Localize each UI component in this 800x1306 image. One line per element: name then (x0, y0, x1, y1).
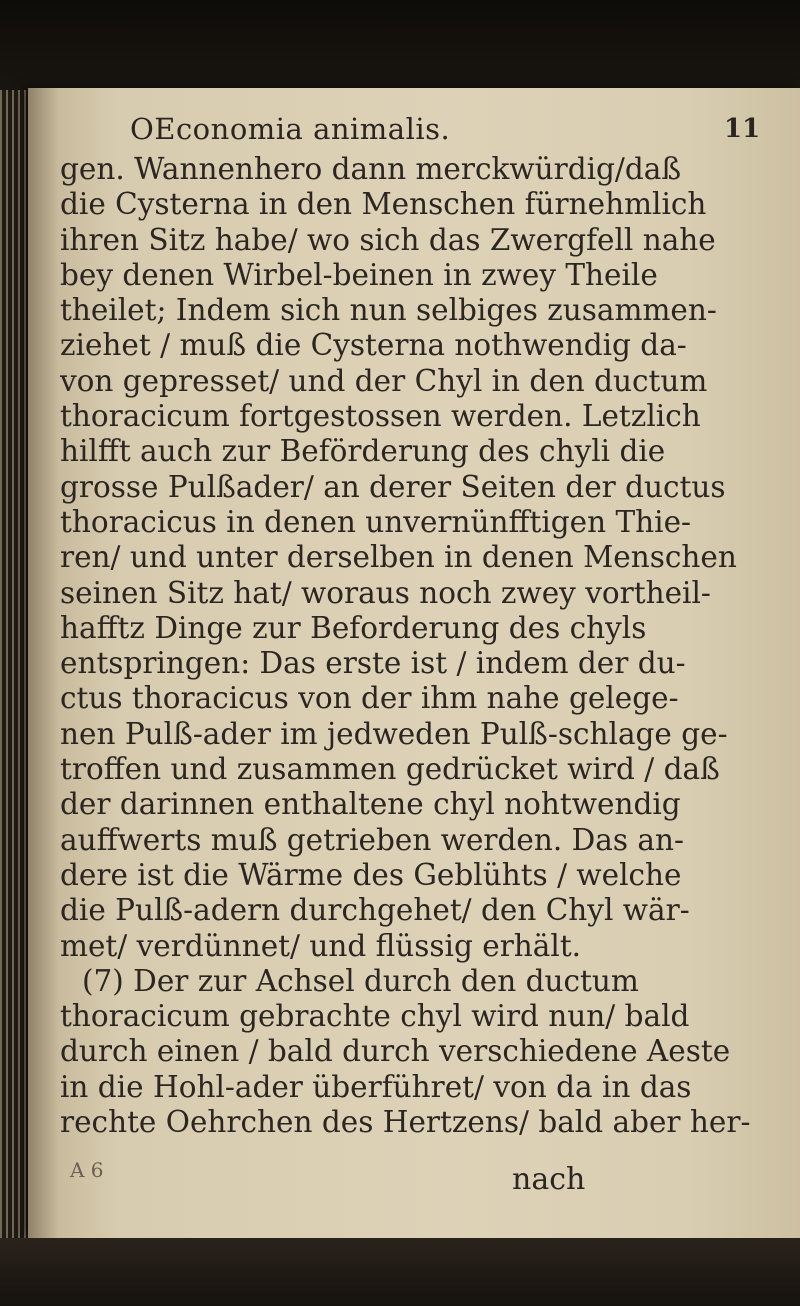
text-line: (7) Der zur Achsel durch den ductum (82, 963, 639, 998)
text-line: der darinnen enthaltene chyl nohtwendig (60, 787, 681, 822)
top-shadow (0, 0, 800, 100)
page-number: 11 (724, 114, 761, 144)
text-line: rechte Oehrchen des Hertzens/ bald aber her- (60, 1105, 751, 1140)
text-line: von gepresset/ und der Chyl in den ductum (60, 363, 708, 398)
body-text (60, 152, 760, 1140)
text-line: die Pulß-adern durchgehet/ den Chyl wär- (60, 893, 690, 928)
text-line: entspringen: Das erste ist / indem der du- (60, 646, 686, 681)
text-line: thoracicum gebrachte chyl wird nun/ bald (60, 999, 690, 1034)
text-line: hilfft auch zur Beförderung des chyli die (60, 434, 666, 469)
text-line: hafftz Dinge zur Beforderung des chyls (60, 610, 647, 645)
text-line: in die Hohl-ader überführet/ von da in das (60, 1069, 692, 1104)
text-line: dere ist die Wärme des Geblühts / welche (60, 857, 682, 892)
text-line: ren/ und unter derselben in denen Menschen (60, 540, 737, 575)
text-line: thoracicus in denen unvernünfftigen Thie- (60, 504, 692, 539)
text-line: ihren Sitz habe/ wo sich das Zwergfell nahe (60, 222, 716, 257)
text-line: met/ verdünnet/ und flüssig erhält. (60, 928, 582, 963)
page-footer (60, 1158, 760, 1198)
text-line: troffen und zusammen gedrücket wird / daß (60, 752, 720, 787)
running-title: OEconomia animalis. (130, 112, 451, 146)
text-line: auffwerts muß getrieben werden. Das an- (60, 822, 684, 857)
catchword: nach (512, 1162, 586, 1197)
text-line: bey denen Wirbel-beinen in zwey Theile (60, 257, 658, 292)
text-line: grosse Pulßader/ an derer Seiten der ductus (60, 469, 726, 504)
text-line: ctus thoracicus von der ihm nahe gelege- (60, 681, 679, 716)
text-line: ziehet / muß die Cysterna nothwendig da- (60, 328, 687, 363)
text-line: nen Pulß-ader im jedweden Pulß-schlage ge- (60, 716, 728, 751)
text-line: die Cysterna in den Menschen fürnehmlich (60, 187, 707, 222)
bottom-shadow (0, 1238, 800, 1306)
text-line: seinen Sitz hat/ woraus noch zwey vortheil- (60, 575, 711, 610)
text-line: thoracicum fortgestossen werden. Letzlich (60, 399, 701, 434)
page-header (60, 110, 760, 154)
text-line: durch einen / bald durch verschiedene Aeste (60, 1034, 731, 1069)
text-line: gen. Wannenhero dann merckwürdig/daß (60, 152, 682, 186)
text-line: theilet; Indem sich nun selbiges zusammen- (60, 293, 717, 328)
signature-mark: A 6 (70, 1158, 104, 1182)
